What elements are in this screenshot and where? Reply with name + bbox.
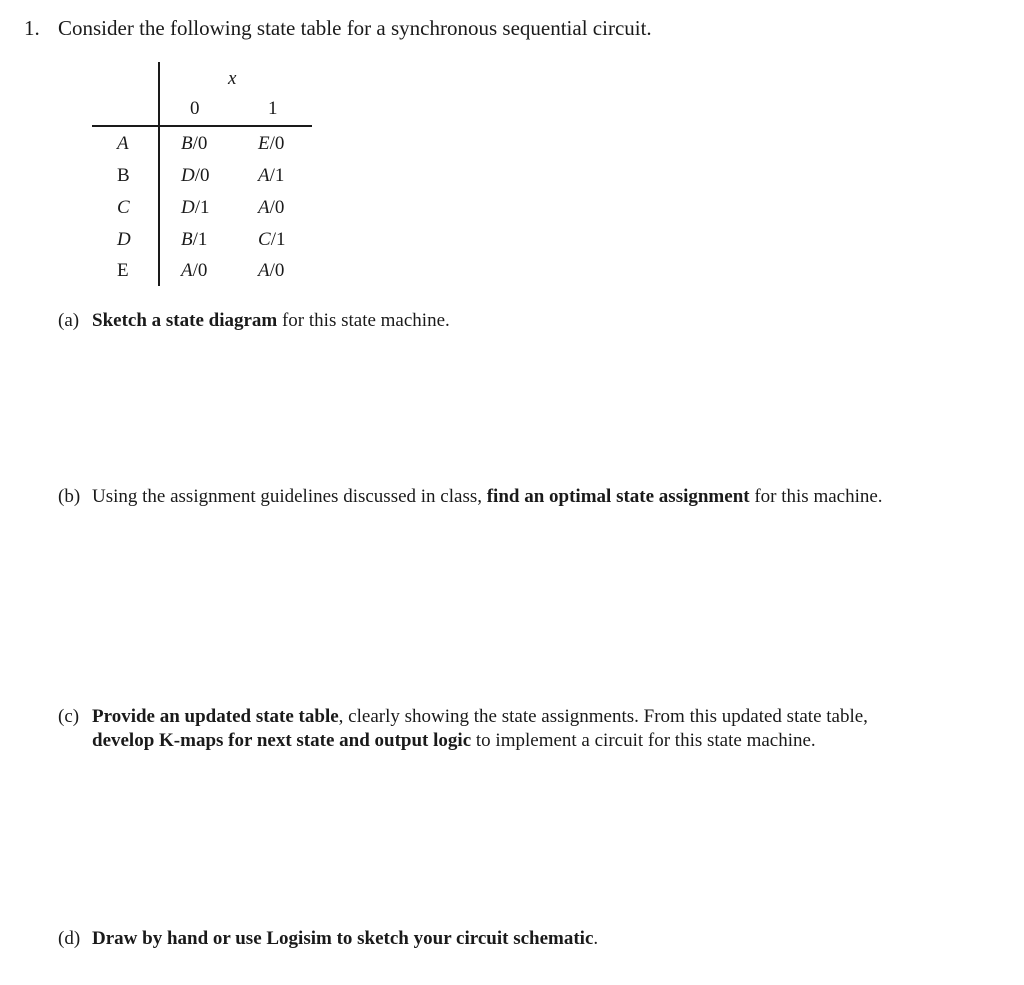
column-header-1: 1 <box>268 98 278 119</box>
question-prompt: Consider the following state table for a synchronous sequential circuit. <box>58 16 652 40</box>
input-variable-header: x <box>228 68 237 89</box>
table-horizontal-rule <box>92 125 312 127</box>
row-state-label: E <box>117 260 129 281</box>
table-cell: C/1 <box>258 229 286 250</box>
table-cell: B/1 <box>181 229 208 250</box>
table-cell: B/0 <box>181 133 208 154</box>
table-cell: E/0 <box>258 133 285 154</box>
part-c-label: (c) <box>58 706 80 727</box>
row-state-label: D <box>117 229 131 250</box>
part-d-label: (d) <box>58 928 81 949</box>
table-cell: D/0 <box>181 165 210 186</box>
part-a-label: (a) <box>58 310 80 331</box>
table-cell: A/1 <box>258 165 285 186</box>
table-cell: A/0 <box>258 260 285 281</box>
table-cell: A/0 <box>181 260 208 281</box>
table-vertical-rule <box>158 62 160 286</box>
row-state-label: B <box>117 165 130 186</box>
table-cell: A/0 <box>258 197 285 218</box>
state-table <box>0 0 1024 300</box>
part-b-text: Using the assignment guidelines discussed in class, find an optimal state assignment for this machine. <box>92 486 883 507</box>
part-c-text-line1: Provide an updated state table, clearly showing the state assignments. From this updated state table, <box>92 706 868 727</box>
table-cell: D/1 <box>181 197 210 218</box>
column-header-0: 0 <box>190 98 200 119</box>
question-number: 1. <box>24 16 40 40</box>
part-b-label: (b) <box>58 486 81 507</box>
row-state-label: C <box>117 197 130 218</box>
part-a-text: Sketch a state diagram for this state machine. <box>92 310 450 331</box>
part-c-text-line2: develop K-maps for next state and output logic to implement a circuit for this state machine. <box>92 730 816 751</box>
row-state-label: A <box>117 133 129 154</box>
part-d-text: Draw by hand or use Logisim to sketch your circuit schematic. <box>92 928 599 949</box>
